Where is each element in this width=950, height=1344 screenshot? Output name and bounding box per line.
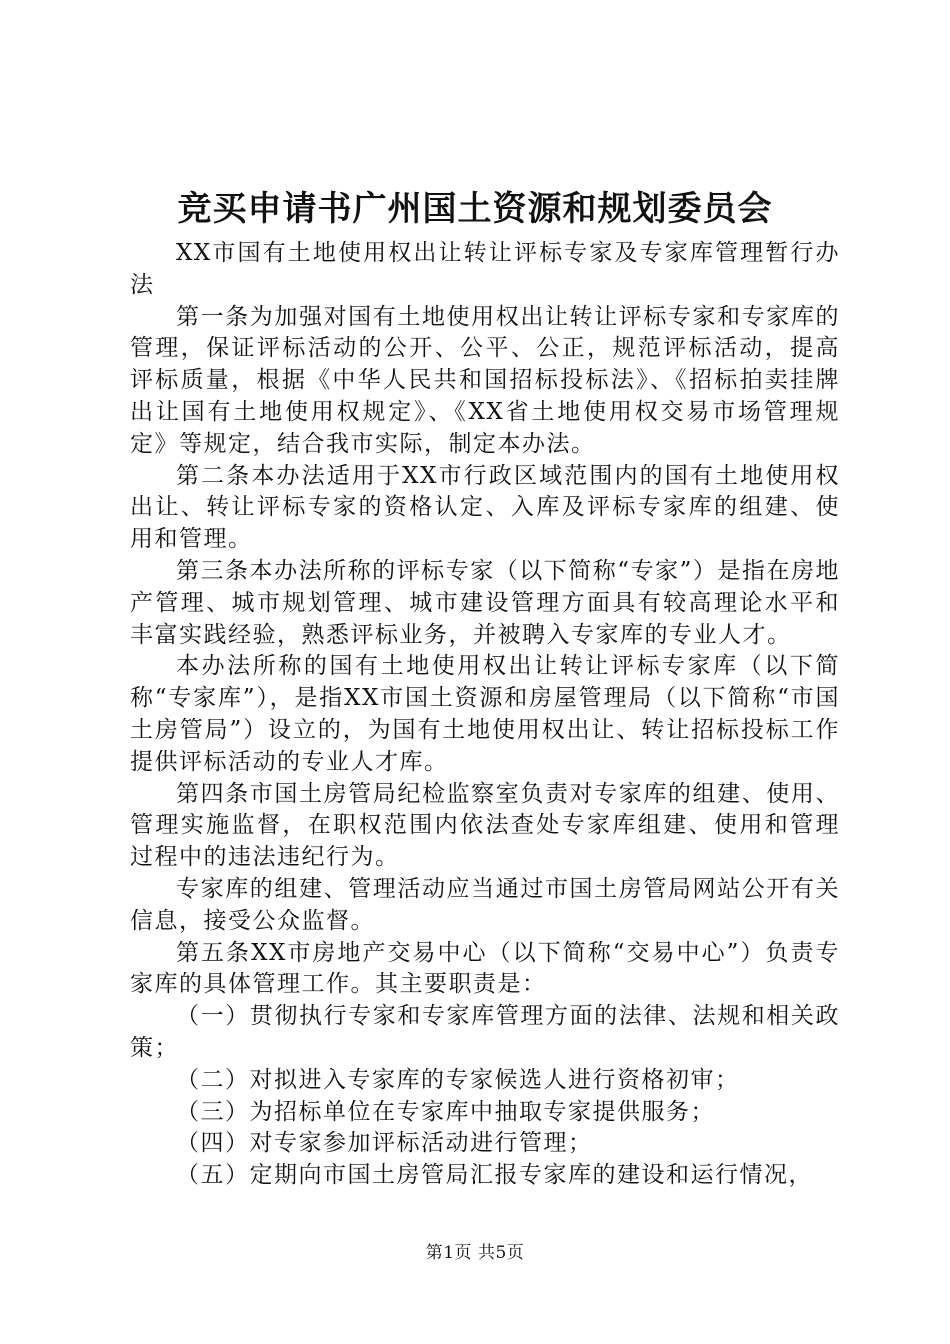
list-item-duty-2: （二）对拟进入专家库的专家候选人进行资格初审； xyxy=(176,1066,740,1093)
list-item-duty-3: （三）为招标单位在专家库中抽取专家提供服务； xyxy=(176,1098,715,1125)
paragraph-article-4-cont: 专家库的组建、管理活动应当通过市国土房管局网站公开有关信息，接受公众监督。 xyxy=(130,875,840,934)
paragraph-heading: XX市国有土地使用权出让转让评标专家及专家库管理暂行办法 xyxy=(130,240,840,298)
document-body xyxy=(130,238,840,1192)
paragraph-article-5: 第五条XX市房地产交易中心（以下简称“交易中心”）负责专家库的具体管理工作。其主要职责是： xyxy=(130,939,840,998)
list-item-duty-1: （一）贯彻执行专家和专家库管理方面的法律、法规和相关政策； xyxy=(130,1003,840,1061)
paragraph-article-3-cont: 本办法所称的国有土地使用权出让转让评标专家库（以下简称“专家库”），是指XX市国土资源和房屋管理局（以下简称“市国土房管局”）设立的，为国有土地使用权出让、转让招标投标工作提供评标活动的专业人才库。 xyxy=(130,653,840,775)
page-footer: 第1页 共5页 xyxy=(425,1243,525,1263)
paragraph-article-3: 第三条本办法所称的评标专家（以下简称“专家”）是指在房地产管理、城市规划管理、城市建设管理方面具有较高理论水平和丰富实践经验，熟悉评标业务，并被聘入专家库的专业人才。 xyxy=(130,557,840,648)
document-title: 竞买申请书广州国土资源和规划委员会 xyxy=(177,189,773,229)
list-item-duty-5: （五）定期向市国土房管局汇报专家库的建设和运行情况， xyxy=(176,1162,813,1189)
paragraph-article-1: 第一条为加强对国有土地使用权出让转让评标专家和专家库的管理，保证评标活动的公开、公平、公正，规范评标活动，提高评标质量，根据《中华人民共和国招标投标法》、《招标拍卖挂牌出让国有土地使用权规定》、《XX省土地使用权交易市场管理规定》等规定，结合我市实际，制定本办法。 xyxy=(130,303,840,457)
paragraph-article-2: 第二条本办法适用于XX市行政区域范围内的国有土地使用权出让、转让评标专家的资格认定、入库及评标专家库的组建、使用和管理。 xyxy=(130,462,840,553)
list-item-duty-4: （四）对专家参加评标活动进行管理； xyxy=(176,1130,593,1157)
paragraph-article-4: 第四条市国土房管局纪检监察室负责对专家库的组建、使用、管理实施监督，在职权范围内依法查处专家库组建、使用和管理过程中的违法违纪行为。 xyxy=(130,780,840,871)
